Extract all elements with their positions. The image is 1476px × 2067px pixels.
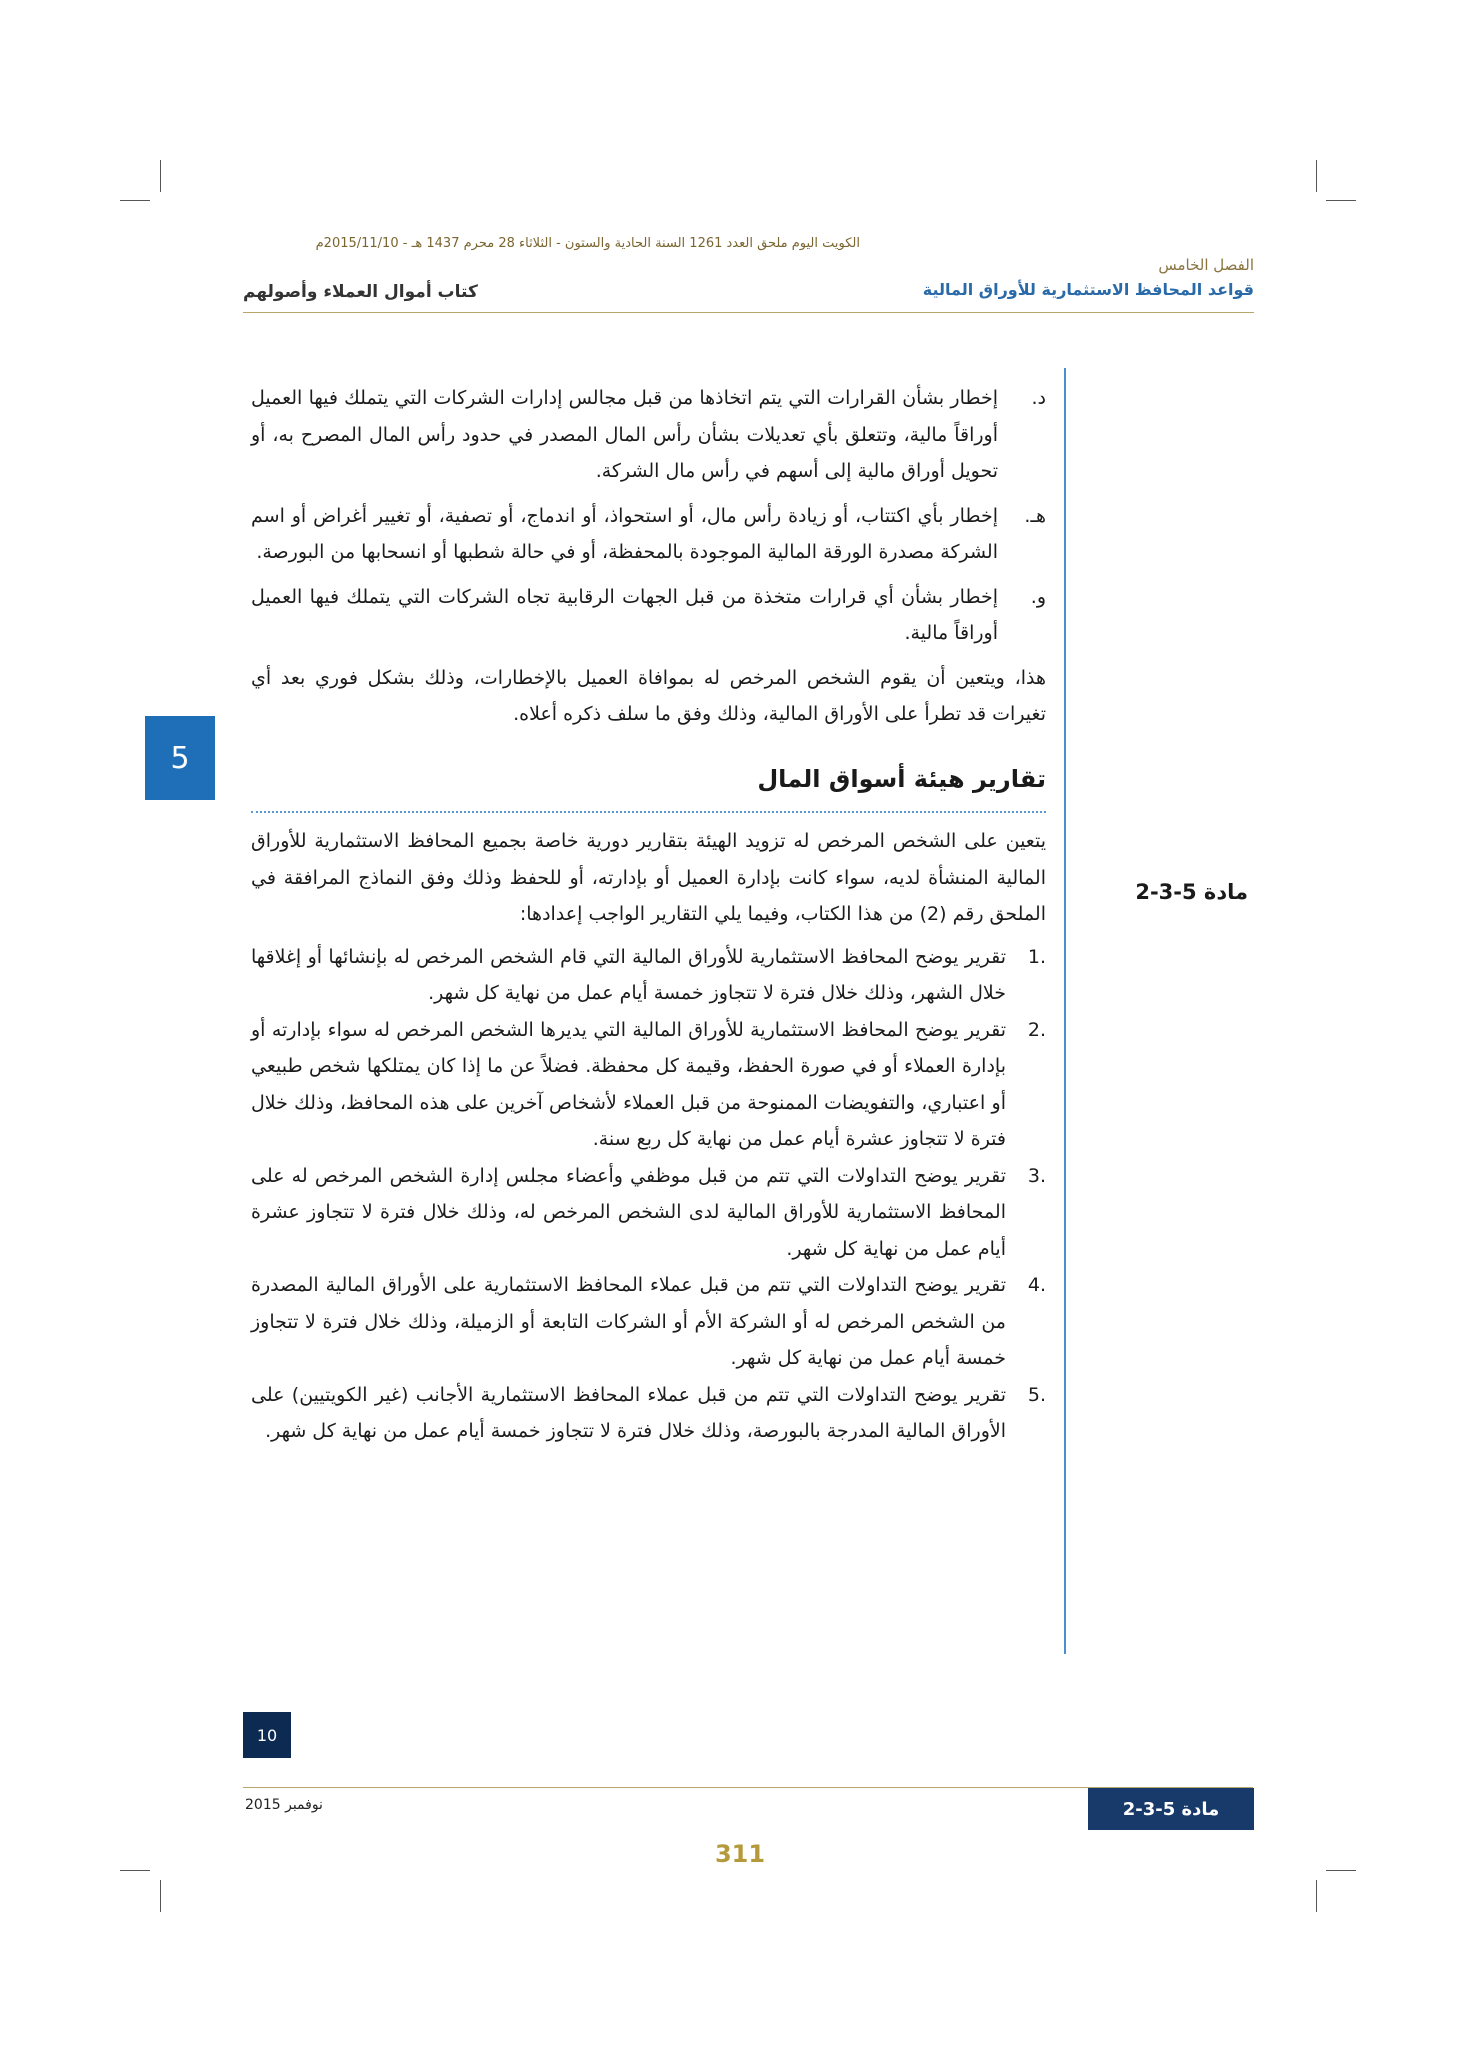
list-item: [251, 380, 1046, 490]
gazette-line: الكويت اليوم ملحق العدد 1261 السنة الحادية والستون - الثلاثاء 28 محرم 1437 هـ - 2015/11/10م: [315, 236, 860, 251]
report-number: .5: [1027, 1383, 1046, 1406]
report-number: .1: [1027, 945, 1046, 968]
page-number: 311: [714, 1840, 766, 1868]
chapter-title: قواعد المحافظ الاستثمارية للأوراق المالية: [922, 280, 1254, 299]
footer-article-tab: مادة 5-3-2: [1088, 1788, 1254, 1830]
report-item: [251, 939, 1046, 1012]
list-item: [251, 579, 1046, 652]
report-item: [251, 1012, 1046, 1158]
report-text: تقرير يوضح المحافظ الاستثمارية للأوراق المالية التي قام الشخص المرخص له بإنشائها أو إغلاقها خلال الشهر، وذلك خلال فترة لا تتجاوز خمسة أيام عمل من نهاية كل شهر.: [251, 945, 1006, 1004]
crop-mark: [160, 1880, 161, 1912]
list-item: [251, 498, 1046, 571]
item-text: إخطار بشأن أي قرارات متخذة من قبل الجهات الرقابية تجاه الشركات التي يتملك فيها العميل أوراقاً مالية.: [251, 585, 998, 644]
crop-mark: [1326, 1870, 1356, 1871]
report-text: تقرير يوضح التداولات التي تتم من قبل عملاء المحافظ الاستثمارية على الأوراق المالية المصدرة من الشخص المرخص له أو الشركة الأم أو الشركات التابعة أو الزميلة، وذلك خلال فترة لا تتجاوز خمسة أيام عمل من نهاية كل شهر.: [251, 1274, 1006, 1369]
report-text: تقرير يوضح التداولات التي تتم من قبل موظفي وأعضاء مجلس إدارة الشخص المرخص له على المحافظ الاستثمارية للأوراق المالية لدى الشخص المرخص له، وذلك خلال فترة لا تتجاوز عشرة أيام عمل من نهاية كل شهر.: [251, 1164, 1006, 1260]
report-item: [251, 1267, 1046, 1377]
report-number: .4: [1027, 1274, 1046, 1296]
item-marker: د.: [1031, 387, 1046, 409]
item-text: إخطار بأي اكتتاب، أو زيادة رأس مال، أو استحواذ، أو اندماج، أو تصفية، أو تغيير أغراض أو اسم الشركة مصدرة الورقة المالية الموجودة بالمحفظة، أو في حالة شطبها أو انسحابها من البورصة.: [251, 504, 998, 563]
section-intro: يتعين على الشخص المرخص له تزويد الهيئة بتقارير دورية خاصة بجميع المحافظ الاستثمارية للأوراق المالية المنشأة لديه، سواء كانت بإدارة العميل أو بإدارته، أو للحفظ وذلك وفق النماذج المرافقة في الملحق رقم (2) من هذا الكتاب، وفيما يلي التقارير الواجب إعدادها:: [251, 830, 1046, 925]
report-text: تقرير يوضح المحافظ الاستثمارية للأوراق المالية التي يديرها الشخص المرخص له سواء بإدارته أو بإدارة العملاء أو في صورة الحفظ، وقيمة كل محفظة. فضلاً عن ما إذا كان يمتلكها شخص طبيعي أو اعتباري، والتفويضات الممنوحة من قبل العملاء لأشخاص آخرين على هذه المحافظ، وذلك خلال فترة لا تتجاوز عشرة أيام عمل من نهاية كل ربع سنة.: [251, 1018, 1006, 1150]
header-divider: [243, 312, 1254, 313]
crop-mark: [160, 160, 161, 192]
report-item: [251, 1377, 1046, 1450]
report-number: .2: [1027, 1018, 1046, 1041]
column-rule: [1064, 368, 1066, 1654]
report-item: [251, 1158, 1046, 1268]
page-badge: 10: [243, 1712, 291, 1758]
chapter-side-tab: 5: [145, 716, 215, 800]
chapter-label: الفصل الخامس: [1158, 256, 1254, 274]
crop-mark: [120, 200, 150, 201]
report-text: تقرير يوضح التداولات التي تتم من قبل عملاء المحافظ الاستثمارية الأجانب (غير الكويتيين) على الأوراق المالية المدرجة بالبورصة، وذلك خلال فترة لا تتجاوز خمسة أيام عمل من نهاية كل شهر.: [251, 1383, 1006, 1442]
article-label: مادة 5-3-2: [1135, 880, 1248, 904]
item-marker: و.: [1030, 585, 1046, 608]
report-number: .3: [1027, 1164, 1046, 1187]
crop-mark: [1316, 160, 1317, 192]
main-content: [251, 380, 1046, 1450]
footer-date: نوفمبر 2015: [245, 1797, 323, 1813]
closing-paragraph: هذا، ويتعين أن يقوم الشخص المرخص له بموافاة العميل بالإخطارات، وذلك بشكل فوري بعد أي تغيرات قد تطرأ على الأوراق المالية، وذلك وفق ما سلف ذكره أعلاه.: [251, 666, 1046, 725]
crop-mark: [1316, 1880, 1317, 1912]
crop-mark: [1326, 200, 1356, 201]
section-divider: [251, 811, 1046, 813]
section-title: تقارير هيئة أسواق المال: [757, 764, 1046, 793]
item-text: إخطار بشأن القرارات التي يتم اتخاذها من قبل مجالس إدارات الشركات التي يتملك فيها العميل أوراقاً مالية، وتتعلق بأي تعديلات بشأن رأس المال المصدر في حدود رأس المال المصرح به، أو تحويل أوراق مالية إلى أسهم في رأس مال الشركة.: [251, 387, 998, 482]
book-title: كتاب أموال العملاء وأصولهم: [243, 282, 478, 302]
crop-mark: [120, 1870, 150, 1871]
item-marker: هـ.: [1024, 504, 1046, 527]
